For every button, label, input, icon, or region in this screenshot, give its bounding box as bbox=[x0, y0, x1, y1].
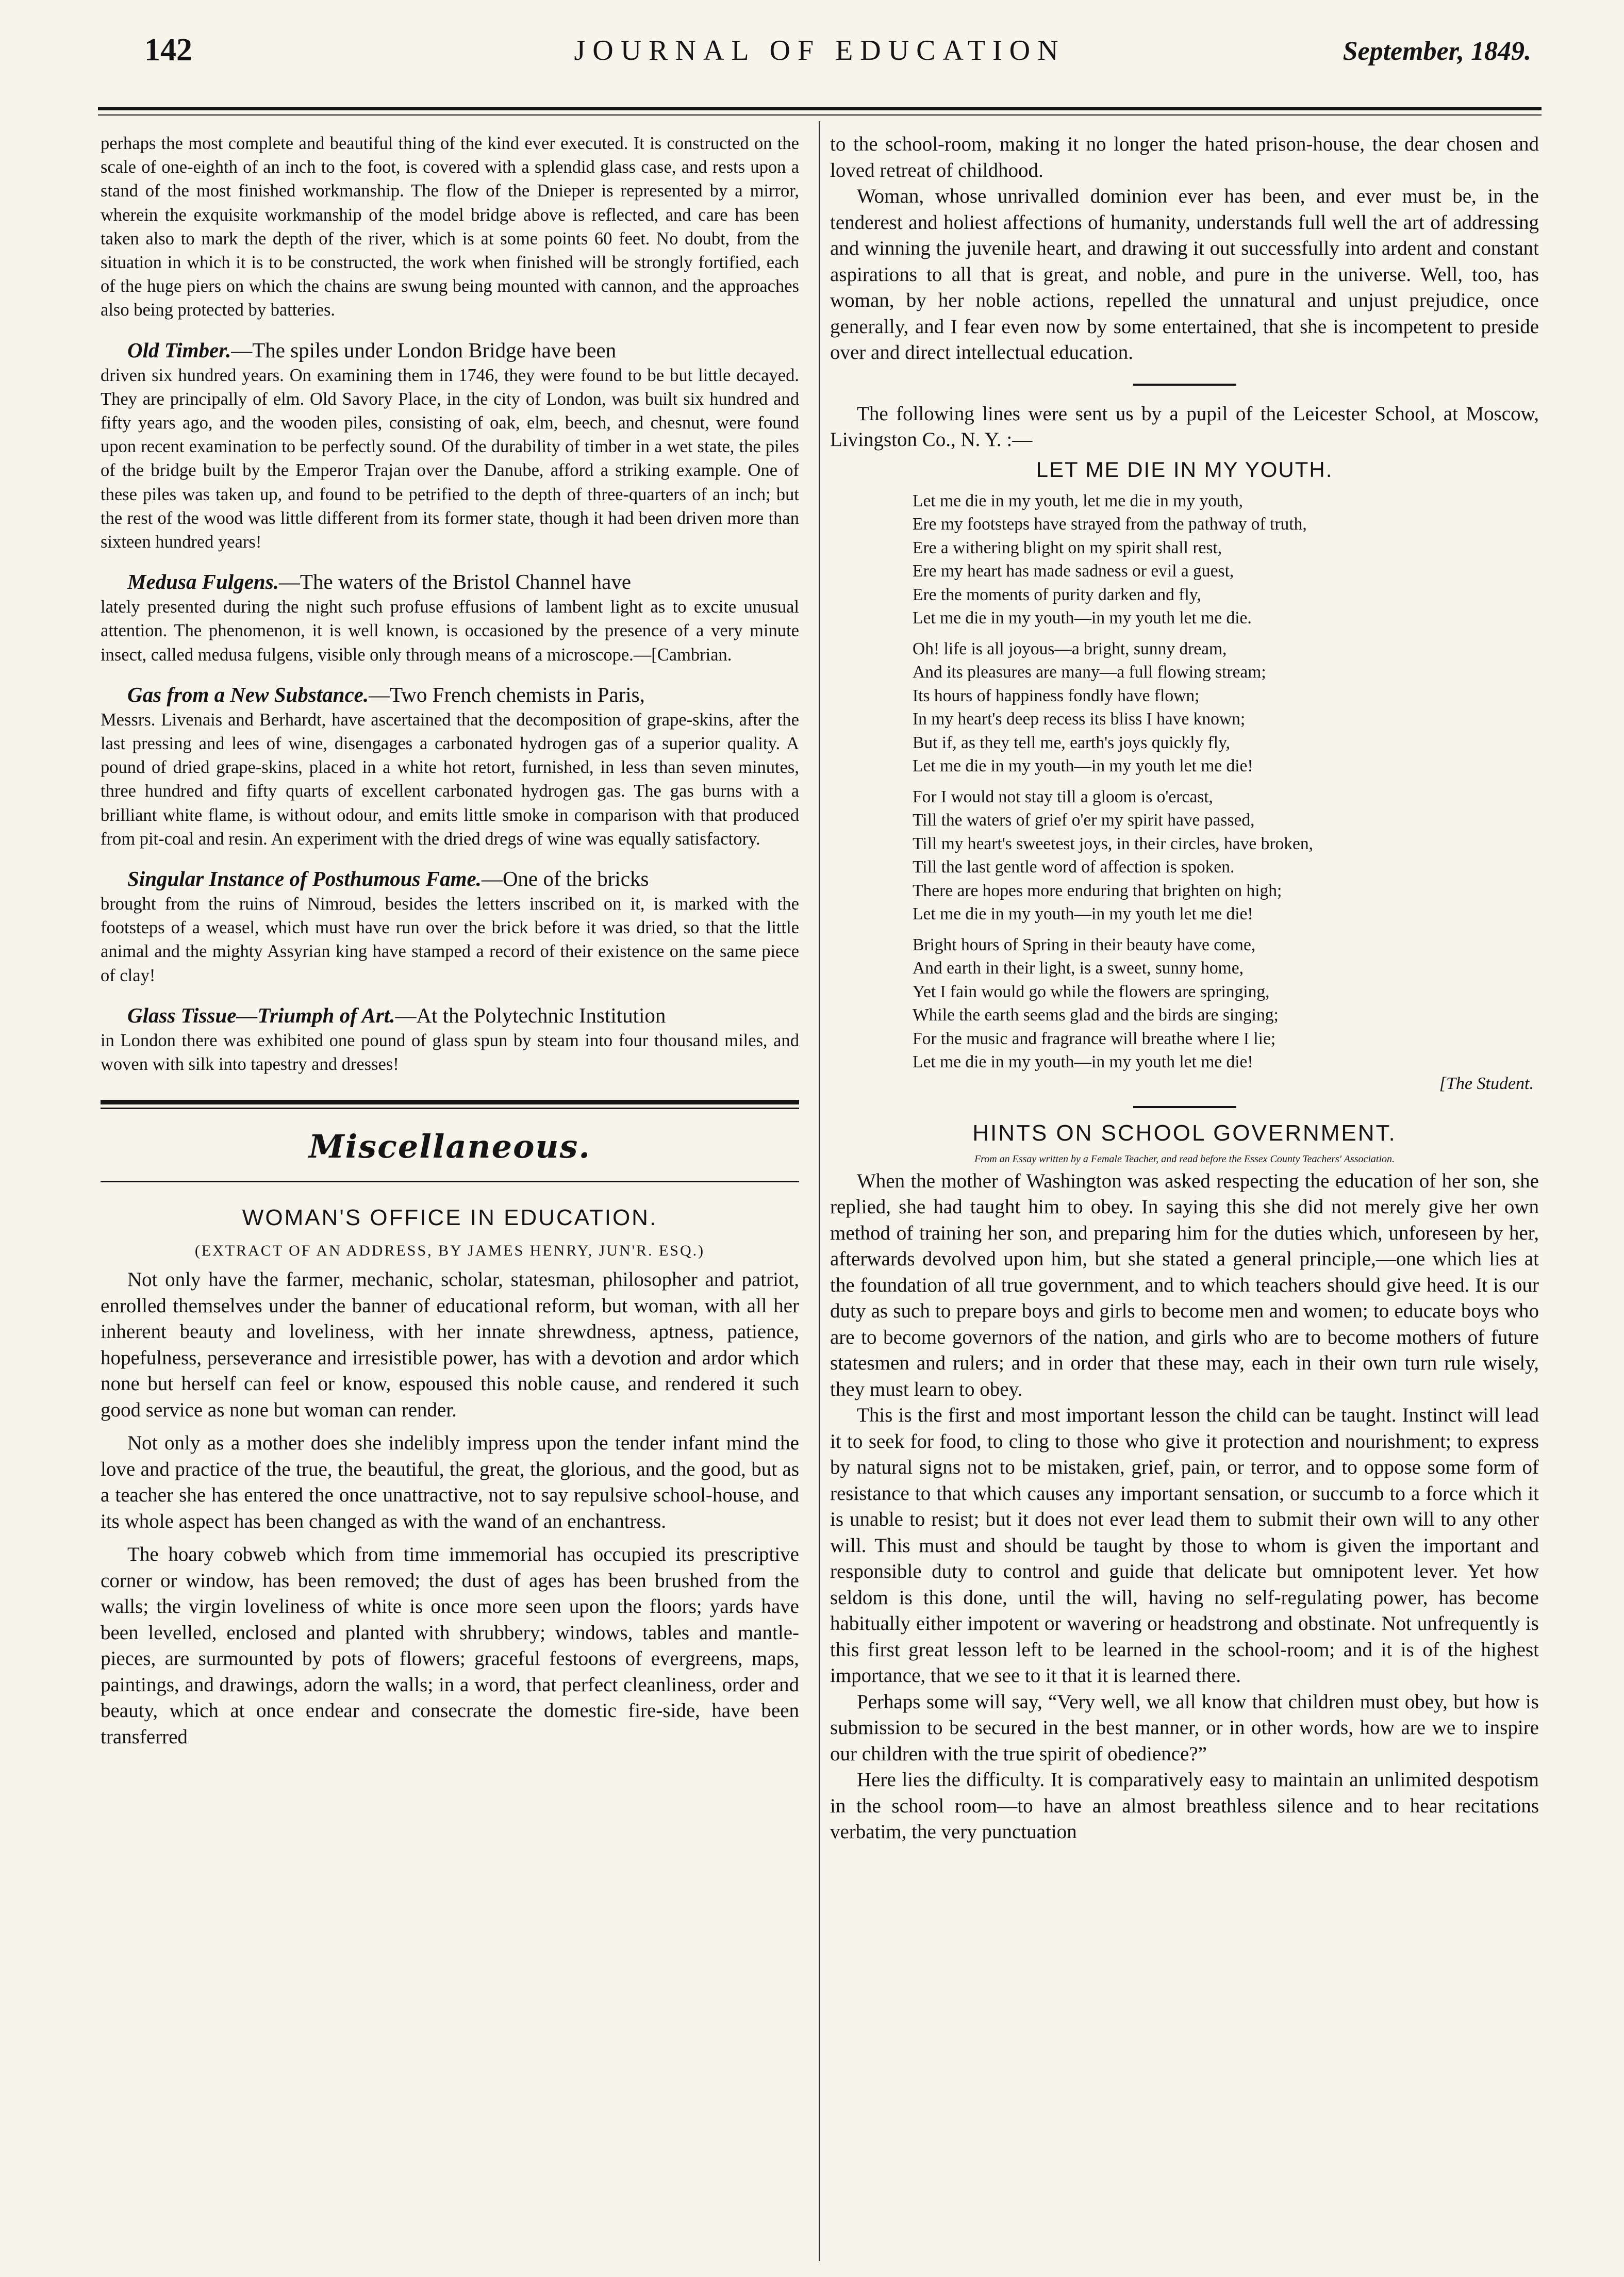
item-body: driven six hundred years. On examining them in 1746, they were found to be but little decayed. They are principally of elm. Old Savory Place, in the city of London, was built six hundred and fifty years ago, and the wooden piles, consisting of oak, elm, beech, and chesnut, were found upon recent examination to be perfectly sound. Of the durability of timber in a wet state, the piles of the bridge built by the Emperor Trajan over the Danube, afford a striking example. One of these piles was taken up, and found to be petrified to the depth of three-quarters of an inch; but the rest of the wood was little different from its former state, though it had been driven more than sixteen hundred years! bbox=[101, 365, 799, 552]
article-continued-paragraph: to the school-room, making it no longer the hated prison-house, the dear chosen and loved retreat of childhood. bbox=[830, 133, 1539, 182]
item-lead: —One of the bricks bbox=[481, 867, 649, 891]
poem-title: LET ME DIE IN MY YOUTH. bbox=[1036, 457, 1333, 482]
section-rule-thick bbox=[101, 1100, 799, 1104]
poem-line: Till my heart's sweetest joys, in their circles, have broken, bbox=[913, 834, 1313, 853]
poem-line: In my heart's deep recess its bliss I have known; bbox=[913, 710, 1246, 729]
poem-line: Let me die in my youth—in my youth let me die. bbox=[913, 608, 1252, 628]
article-paragraph: The hoary cobweb which from time immemorial has occupied its prescriptive corner or window, has been removed; the dust of ages has been brushed from the walls; the virgin loveliness of white is once more seen upon the floors; yards have been levelled, enclosed and planted with shrubbery; windows, tables and mantle-pieces, are surmounted by pots of flowers; graceful festoons of evergreens, maps, paintings, and drawings, adorn the walls; in a word, that perfect cleanliness, order and beauty, which at once endear and consecrate the domestic fire-side, have been transferred bbox=[101, 1543, 799, 1748]
item-title: Gas from a New Substance. bbox=[127, 682, 369, 706]
hints-paragraph: This is the first and most important lesson the child can be taught. Instinct will lead it to seek for food, to cling to those who give it protection and nourishment; to express by natural signs not to be mistaken, grief, pain, or terror, and to oppose some form of resistance to that which causes any important sensation, or succumb to a force which it is unable to resist; but it does not ever lead them to submit their own will to any other will. This must and should be taught by those to whom is given the important and responsible duty to control and guide that delicate but omnipotent lever. Yet how seldom is this done, until the will, having no self-regulating power, has become habitually either impotent or wavering or headstrong and obstinate. Not unfrequently is this first great lesson left to be learned in the school-room; and it is of the highest importance, that we see to it that it is learned there. bbox=[830, 1404, 1539, 1687]
poem-line: Ere my footsteps have strayed from the pathway of truth, bbox=[913, 515, 1307, 534]
page-number: 142 bbox=[144, 32, 192, 68]
article-subtitle: (EXTRACT OF AN ADDRESS, BY JAMES HENRY, JUN'R. ESQ.) bbox=[194, 1242, 705, 1260]
journal-title: JOURNAL OF EDUCATION bbox=[574, 35, 1066, 67]
poem-signature: [The Student. bbox=[1439, 1074, 1534, 1093]
news-item-posthumous-fame bbox=[101, 865, 799, 987]
item-body: brought from the ruins of Nimroud, besides the letters inscribed on it, is marked with the footsteps of a weasel, which must have run over the brick before it was dried, so that the little animal and the mighty Assyrian king have stamped a record of their existence on the same piece of clay! bbox=[101, 894, 799, 985]
divider-rule bbox=[1133, 1106, 1236, 1108]
hints-paragraph: Perhaps some will say, “Very well, we all know that children must obey, but how is submission to be secured in the best manner, or in other words, how are we to inspire our children with the true spirit of obedience?” bbox=[830, 1690, 1539, 1765]
poem-line: Ere my heart has made sadness or evil a guest, bbox=[913, 562, 1234, 581]
poem-stanza bbox=[913, 933, 1539, 1074]
hints-paragraph: When the mother of Washington was asked respecting the education of her son, she replied, she had taught him to obey. In saying this she did not merely give her own method of training her son, and preparing him for the duties which, unforeseen by her, afterwards devolved upon him, but she stated a general principle,—one which lies at the foundation of all true government, and to which teachers should give heed. It is our duty as such to prepare boys and girls to become men and women; to educate boys who are to become governors of the nation, and girls who are to become mothers of future statesmen and rulers; and in order that these may, each in their own turn rule wisely, they must learn to obey. bbox=[830, 1169, 1539, 1400]
poem bbox=[913, 489, 1539, 1074]
header-rule bbox=[98, 107, 1542, 110]
poem-line: Its hours of happiness fondly have flown; bbox=[913, 686, 1200, 705]
poem-line: For I would not stay till a gloom is o'ercast, bbox=[913, 787, 1213, 806]
news-item-glass-tissue bbox=[101, 1002, 799, 1076]
left-column bbox=[101, 131, 799, 1750]
poem-line: Oh! life is all joyous—a bright, sunny dream, bbox=[913, 639, 1227, 658]
poem-stanza bbox=[913, 637, 1539, 778]
column-divider bbox=[819, 121, 820, 2261]
item-title: Old Timber. bbox=[127, 338, 231, 362]
news-item-gas bbox=[101, 681, 799, 851]
poem-line: While the earth seems glad and the birds are singing; bbox=[913, 1005, 1279, 1025]
poem-line: And its pleasures are many—a full flowing stream; bbox=[913, 663, 1266, 682]
item-title: Singular Instance of Posthumous Fame. bbox=[127, 867, 482, 891]
section-heading: Miscellaneous. bbox=[308, 1128, 591, 1166]
hints-source-note: From an Essay written by a Female Teacher, and read before the Essex County Teachers' Association. bbox=[974, 1153, 1395, 1165]
poem-intro: The following lines were sent us by a pupil of the Leicester School, at Moscow, Livingston Co., N. Y. :— bbox=[830, 402, 1539, 451]
section-heading-rule bbox=[101, 1181, 799, 1182]
article-paragraph: Not only as a mother does she indelibly impress upon the tender infant mind the love and practice of the true, the beautiful, the great, the glorious, and the good, but as a teacher she has entered the once unattractive, not to say repulsive school-house, and its whole aspect has been changed as with the wand of an enchantress. bbox=[101, 1432, 799, 1532]
item-lead: —At the Polytechnic Institution bbox=[395, 1003, 666, 1027]
issue-date: September, 1849. bbox=[1343, 37, 1531, 66]
poem-line: Ere the moments of purity darken and fly, bbox=[913, 585, 1201, 604]
article-title: WOMAN'S OFFICE IN EDUCATION. bbox=[242, 1205, 658, 1231]
poem-line: Let me die in my youth, let me die in my youth, bbox=[913, 491, 1244, 510]
poem-line: Till the last gentle word of affection is spoken. bbox=[913, 857, 1235, 877]
article-paragraph: Not only have the farmer, mechanic, scholar, statesman, philosopher and patriot, enrolled themselves under the banner of educational reform, but woman, with all her inherent beauty and loveliness, with her innate shrewdness, aptness, patience, hopefulness, perseverance and irresistible power, has with a devotion and ardor which none but herself can feel or know, espoused this noble cause, and rendered it such good service as none but woman can render. bbox=[101, 1268, 799, 1421]
news-item-medusa-fulgens bbox=[101, 568, 799, 667]
poem-stanza bbox=[913, 785, 1539, 926]
item-title: Glass Tissue—Triumph of Art. bbox=[127, 1003, 395, 1027]
poem-line: But if, as they tell me, earth's joys quickly fly, bbox=[913, 733, 1231, 752]
right-column bbox=[830, 131, 1539, 1845]
news-item-old-timber bbox=[101, 337, 799, 554]
page-header bbox=[98, 25, 1542, 81]
item-title: Medusa Fulgens. bbox=[127, 570, 279, 594]
poem-line: For the music and fragrance will breathe where I lie; bbox=[913, 1029, 1276, 1048]
item-lead: —The spiles under London Bridge have been bbox=[231, 338, 617, 362]
poem-line: Bright hours of Spring in their beauty have come, bbox=[913, 935, 1256, 954]
item-body: Messrs. Livenais and Berhardt, have ascertained that the decomposition of grape-skins, after the last pressing and lees of wine, disengages a carbonated hydrogen gas of a superior quality. A pound of dried grape-skins, placed in a white hot retort, furnished, in less than seven minutes, three hundred and fifty quarts of excellent carbonated hydrogen gas. The gas burns with a brilliant white flame, is without odour, and emits little smoke in comparison with that produced from pit-coal and resin. An experiment with the dried dregs of wine was equally satisfactory. bbox=[101, 710, 799, 849]
item-body: lately presented during the night such profuse effusions of lambent light as to excite unusual attention. The phenomenon, it is well known, is occasioned by the presence of a very minute insect, called medusa fulgens, visible only through means of a microscope.—[Cambrian. bbox=[101, 597, 799, 665]
poem-line: Let me die in my youth—in my youth let me die! bbox=[913, 1052, 1253, 1071]
poem-line: Till the waters of grief o'er my spirit have passed, bbox=[913, 811, 1255, 830]
poem-stanza bbox=[913, 489, 1539, 630]
divider-rule bbox=[1133, 384, 1236, 386]
hints-paragraph: Here lies the difficulty. It is comparatively easy to maintain an unlimited despotism in the school room—to have an almost breathless silence and to hear recitations verbatim, the very punctuation bbox=[830, 1769, 1539, 1843]
article-continued-paragraph: Woman, whose unrivalled dominion ever has been, and ever must be, in the tenderest and holiest affections of humanity, understands full well the art of addressing and winning the juvenile heart, and drawing it out successfully into ardent and constant aspirations to all that is great, and noble, and pure in the universe. Well, too, has woman, by her noble actions, repelled the unnatural and unjust prejudice, once generally, and I fear even now by some entertained, that she is incompetent to preside over and direct intellectual education. bbox=[830, 185, 1539, 364]
item-body: in London there was exhibited one pound of glass spun by steam into four thousand miles, and woven with silk into tapestry and dresses! bbox=[101, 1030, 799, 1075]
hints-title: HINTS ON SCHOOL GOVERNMENT. bbox=[972, 1120, 1397, 1146]
bridge-model-paragraph: perhaps the most complete and beautiful thing of the kind ever executed. It is constructed on the scale of one-eighth of an inch to the foot, is covered with a splendid glass case, and rests upon a stand of the most finished workmanship. The flow of the Dnieper is represented by a mirror, wherein the exquisite workmanship of the model bridge above is reflected, and care has been taken also to mark the depth of the river, which is at some points 60 feet. No doubt, from the situation in which it is to be constructed, the work when finished will be strongly fortified, each of the huge piers on which the chains are swung being mounted with cannon, and the approaches also being protected by batteries. bbox=[101, 134, 799, 320]
poem-line: Ere a withering blight on my spirit shall rest, bbox=[913, 538, 1222, 557]
poem-line: Let me die in my youth—in my youth let me die! bbox=[913, 904, 1253, 923]
header-rule-thin bbox=[98, 114, 1542, 116]
item-lead: —The waters of the Bristol Channel have bbox=[278, 570, 632, 594]
poem-line: And earth in their light, is a sweet, sunny home, bbox=[913, 959, 1244, 978]
poem-line: There are hopes more enduring that brighten on high; bbox=[913, 881, 1282, 900]
poem-line: Let me die in my youth—in my youth let me die! bbox=[913, 756, 1253, 776]
section-rule-thin bbox=[101, 1108, 799, 1109]
item-lead: —Two French chemists in Paris, bbox=[369, 682, 645, 706]
poem-line: Yet I fain would go while the flowers are springing, bbox=[913, 982, 1270, 1001]
